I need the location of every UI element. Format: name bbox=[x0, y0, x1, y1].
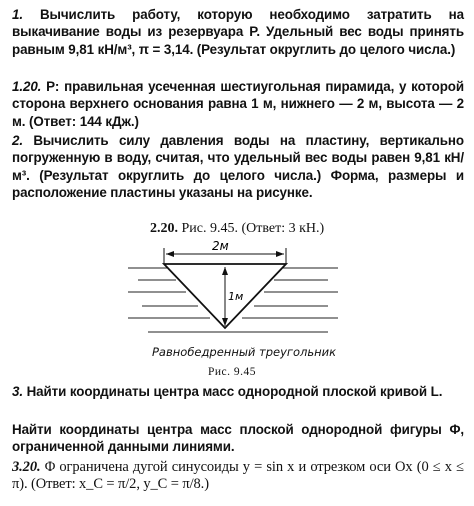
problem-3-20-number: 3.20. bbox=[12, 459, 41, 475]
problem-3-text: Найти координаты центра масс однородной плоской кривой L. bbox=[22, 384, 443, 399]
problem-2-20 bbox=[150, 221, 324, 237]
problem-3-20 bbox=[12, 459, 464, 494]
problem-1-20-number: 1.20. bbox=[12, 79, 42, 94]
problem-2-20-number: 2.20. bbox=[150, 221, 178, 236]
problem-3-20-text: Φ ограничена дугой синусоиды y = sin x и отрезком оси Ox (0 ≤ x ≤ π). (Ответ: x_C = π/2, y_C = π/8.) bbox=[12, 459, 464, 493]
problem-1 bbox=[12, 6, 464, 58]
figure-shape-label: Равнобедренный треугольник bbox=[152, 345, 337, 359]
problem-1-20-text: P: правильная усеченная шестиугольная пирамида, у которой сторона верхнего основания равна 1 м, нижнего — 2 м, высота — 2 м. (Ответ: 144 кДж.) bbox=[12, 79, 464, 129]
figure-top-label: 2м bbox=[212, 240, 229, 253]
problem-2 bbox=[12, 132, 464, 202]
problem-2-20-text: Рис. 9.45. (Ответ: 3 кН.) bbox=[178, 221, 325, 236]
problem-3-intro-text: Найти координаты центра масс плоской однородной фигуры Φ, ограниченной данными линиями. bbox=[12, 422, 464, 455]
problem-2-text: Вычислить силу давления воды на пластину, вертикально погруженную в воду, считая, что удельный вес воды равен 9,81 кН/м³. (Результат округлить до целого числа.) Форма, размеры и расположение пластины указаны на рисунке. bbox=[12, 133, 464, 201]
problem-3 bbox=[12, 383, 464, 400]
problem-3-intro bbox=[12, 421, 464, 456]
problem-1-text: Вычислить работу, которую необходимо затратить на выкачивание воды из резервуара P. Удельный вес воды принять равным 9,81 кН/м³, π = 3,14. (Результат округлить до целого числа.) bbox=[12, 7, 464, 57]
figure-height-label: 1м bbox=[228, 290, 244, 303]
triangle-plate-figure bbox=[128, 240, 338, 350]
problem-2-number: 2. bbox=[12, 133, 23, 148]
problem-1-20 bbox=[12, 78, 464, 130]
problem-1-number: 1. bbox=[12, 7, 23, 22]
problem-3-number: 3. bbox=[12, 384, 23, 399]
figure-caption: Рис. 9.45 bbox=[208, 366, 257, 378]
